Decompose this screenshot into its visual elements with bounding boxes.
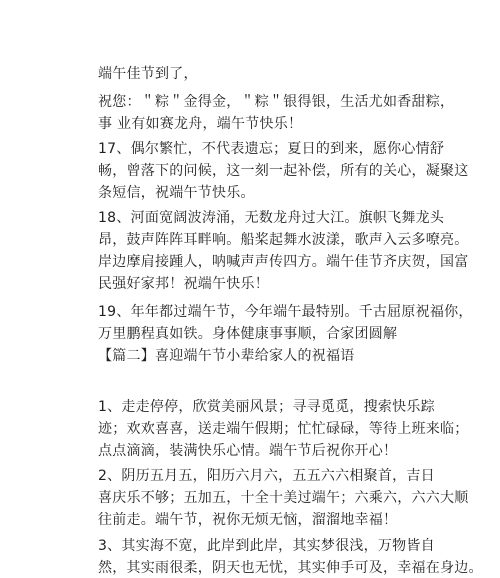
paragraph-18-line: 民强好家邦！祝端午快乐！ [98, 276, 269, 292]
paragraph-3-line: 3、其实海不宽，此岸到此岸，其实梦很浅，万物皆自 [98, 538, 435, 554]
paragraph-18-line: 昂，鼓声阵阵耳畔响。船桨起舞水波漾，歌声入云多嘹亮。 [98, 232, 469, 248]
wish-line: 事 业有如赛龙舟，端午节快乐！ [98, 116, 303, 132]
paragraph-17-line: 条短信，祝端午节快乐。 [98, 185, 255, 201]
paragraph-1-line: 迹；欢欢喜喜，送走端午假期；忙忙碌碌，等待上班来临； [98, 421, 469, 437]
paragraph-17-line: 畅，曾落下的问候，这一刻一起补偿，所有的关心，凝聚这 [98, 163, 469, 179]
paragraph-3-line: 然，其实雨很柔，阴天也无忧，其实伸手可及，幸福在身边。 [98, 560, 483, 576]
paragraph-2-line: 喜庆乐不够；五加五，十全十美过端午；六乘六，六六大顺 [98, 490, 469, 506]
paragraph-1-line: 1、走走停停，欣赏美丽风景；寻寻觅觅，搜索快乐踪 [98, 399, 435, 415]
paragraph-18-line: 岸边摩肩接踵人，呐喊声声传四方。端午佳节齐庆贺，国富 [98, 254, 469, 270]
paragraph-17-line: 17、偶尔繁忙，不代表遗忘；夏日的到来，愿你心情舒 [98, 141, 445, 157]
greeting-line: 端午佳节到了， [98, 66, 198, 82]
section-heading: 【篇二】喜迎端午节小辈给家人的祝福语 [98, 348, 355, 364]
paragraph-2-line: 2、阴历五月五，阳历六月六，五五六六相聚首，吉日 [98, 468, 435, 484]
paragraph-18-line: 18、河面宽阔波涛涌，无数龙舟过大江。旗帜飞舞龙头 [98, 210, 445, 226]
paragraph-2-line: 往前走。端午节，祝你无烦无恼，溜溜地幸福！ [98, 512, 398, 528]
wish-line: 祝您：＂粽＂金得金，＂粽＂银得银，生活尤如香甜粽， [98, 94, 455, 110]
paragraph-1-line: 点点滴滴，装满快乐心情。端午节后祝你开心！ [98, 443, 398, 459]
paragraph-19-line: 19、年年都过端午节，今年端午最特别。千古屈原祝福你， [98, 304, 473, 320]
paragraph-19-line: 万里鹏程真如铁。身体健康事事顺，合家团圆解 [98, 326, 398, 342]
